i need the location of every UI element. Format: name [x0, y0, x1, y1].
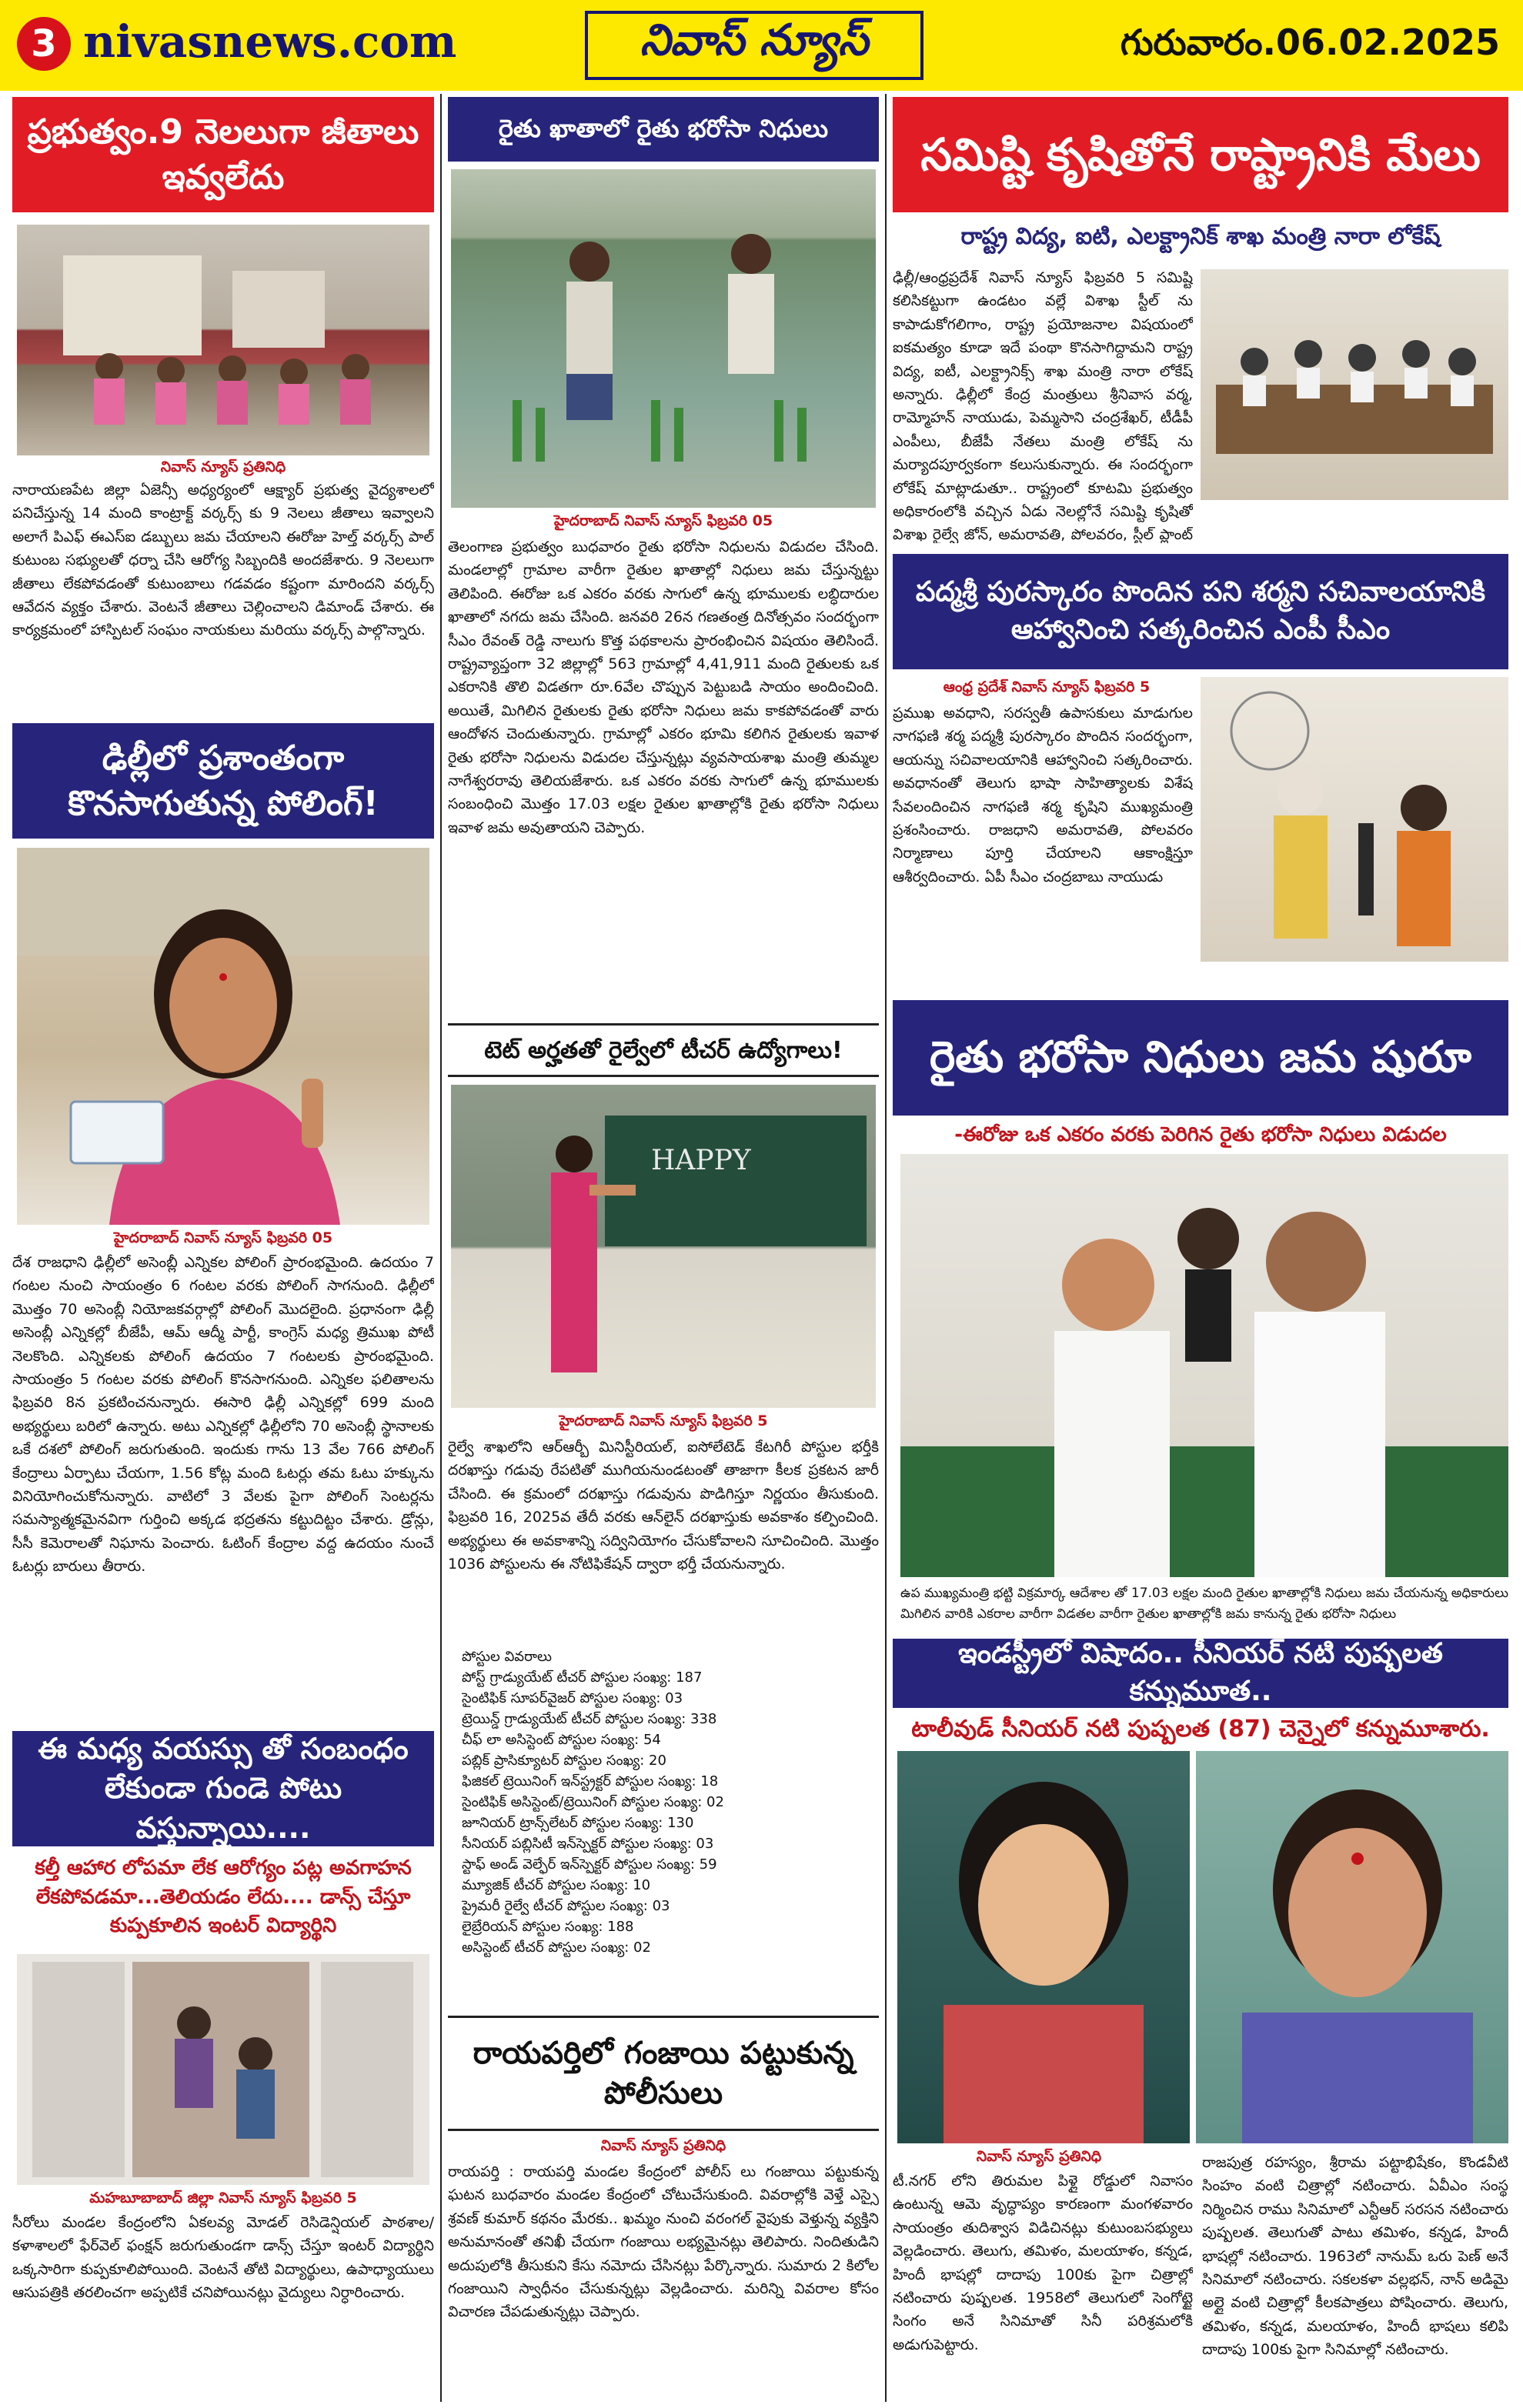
article-body: దేశ రాజధాని ఢిల్లీలో అసెంబ్లీ ఎన్నికల పోలింగ్ ప్రారంభమైంది. ఉదయం 7 గంటల నుంచి సాయంత్రం 6 గంటల వరకు పోలింగ్ సాగనుంది. ఢిల్లీలో మొత్తం 70 అసెంబ్లీ నియోజకవర్గాల్లో పోలింగ్ మొదలైంది. ప్రధానంగా ఢిల్లీ అసెంబ్లీ ఎన్నికల్లో బీజేపీ, ఆమ్ ఆద్మీ పార్టీ, కాంగ్రెస్ మధ్య త్రిముఖ పోటీ నెలకొంది. ఎన్నికలకు పోలింగ్ ఉదయం 7 గంటలకు ప్రారంభమైంది. సాయంత్రం 5 గంటల వరకు పోలింగ్ కొనసాగనుంది. ఎన్నికల ఫలితాలను ఫిబ్రవరి 8న ప్రకటించనున్నారు. ఈసారి ఢిల్లీ ఎన్నికల్లో 699 మంది అభ్యర్థులు బరిలో ఉన్నారు. అటు ఎన్నికల్లో ఢిల్లీలోని 70 అసెంబ్లీ స్థానాలకు ఒకే దశలో పోలింగ్ జరుగుతుంది. ఇందుకు గాను 13 వేల 766 పోలింగ్ కేంద్రాలు ఏర్పాటు చేయగా, 1.56 కోట్ల మంది ఓటర్లు తమ ఓటు హక్కును వినియోగించుకోనున్నారు. వాటిలో 3 వేలకు పైగా పోలింగ్ సెంటర్లను సమస్యాత్మకమైనవిగా గుర్తించి అక్కడ భద్రతను కట్టుదిట్టం చేశారు. డ్రోన్లు, సీసీ కెమెరాలతో నిఘాను పెంచారు. ఓటింగ్ కేంద్రాల వద్ద ఉదయం నుంచే ఓటర్లు బారులు తీరారు. — [12, 1254, 434, 1576]
list-item: మ్యూజిక్ టీచర్ పోస్టుల సంఖ్య: 10 — [462, 1877, 651, 1893]
collapse-scene-illustration — [17, 1954, 429, 2185]
actress-later-illustration — [1196, 1751, 1508, 2143]
photo-paddy-field — [451, 169, 876, 508]
svg-text:HAPPY: HAPPY — [651, 1145, 751, 1176]
headline-heart-attack: ఈ మధ్య వయస్సు తో సంబంధం లేకుండా గుండె పోటు వస్తున్నాయి.... — [12, 1731, 434, 1846]
leaders-illustration — [900, 1154, 1508, 1577]
issue-date: గురువారం.06.02.2025 — [1120, 22, 1500, 63]
photo-cm-felicitation — [1201, 677, 1508, 962]
teacher-illustration — [451, 1085, 876, 1408]
list-item: పోస్ట్ గ్రాడ్యుయేట్ టీచర్ పోస్టుల సంఖ్య: 187 — [462, 1669, 703, 1686]
photo-cm-deputy-cm — [900, 1154, 1508, 1577]
photo-actress-later — [1196, 1751, 1508, 2143]
subheadline: రాష్ట్ర విద్య, ఐటి, ఎలక్ట్రానిక్ శాఖ మంత్రి నారా లోకేష్ — [960, 223, 1441, 250]
byline: హైదరాబాద్ నివాస్ న్యూస్ ఫిబ్రవరి 05 — [553, 512, 773, 529]
photo-voter — [17, 848, 429, 1225]
subheadline: -ఈరోజు ఒక ఎకరం వరకు పెరిగిన రైతు భరోసా నిధులు విడుదల — [954, 1123, 1447, 1146]
photo-protest — [17, 225, 429, 455]
headline-railway-jobs: టెట్ అర్హతతో రైల్వేలో టీచర్ ఉద్యోగాలు! — [448, 1023, 879, 1077]
byline: హైదరాబాద్ నివాస్ న్యూస్ ఫిబ్రవరి 5 — [559, 1412, 768, 1429]
byline: నివాస్ న్యూస్ ప్రతినిధి — [160, 459, 286, 475]
column-divider — [885, 94, 887, 2402]
subheadline: కల్తీ ఆహార లోపమా లేక ఆరోగ్యం పట్ల అవగాహన లేకపోవడమా...తెలియడం లేదు.... డాన్స్ చేస్తూ కుప్పకూలిన ఇంటర్ విద్యార్థిని — [35, 1856, 412, 1938]
headline-rythu-accounts: రైతు ఖాతాలో రైతు భరోసా నిధులు — [448, 97, 879, 162]
subheadline: టాలీవుడ్ సీనియర్ నటి పుష్పలత (87) చెన్నైలో కన్నుమూశారు. — [911, 1716, 1490, 1743]
photo-teacher-board — [451, 1085, 876, 1408]
list-item: పబ్లిక్ ప్రాసిక్యూటర్ పోస్టుల సంఖ్య: 20 — [462, 1753, 666, 1769]
photo-actress-young — [897, 1751, 1190, 2143]
list-item: లైబ్రేరియన్ పోస్టుల సంఖ్య: 188 — [462, 1919, 634, 1935]
article-body: టీ.నగర్ లోని తిరుమల పిళ్లై రోడ్డులో నివాసం ఉంటున్న ఆమె వృద్ధాప్యం కారణంగా మంగళవారం సాయంత్రం తుదిశ్వాస విడిచినట్లు కుటుంబసభ్యులు వెల్లడించారు. తెలుగు, తమిళం, మలయాళం, కన్నడ, హిందీ భాషల్లో దాదాపు 100కు పైగా చిత్రాల్లో నటించారు పుష్పలత. 1958లో తెలుగులో సెంగోట్టై సింగం అనే సినిమాతో సినీ పరిశ్రమలోకి అడుగుపెట్టారు. — [893, 2173, 1193, 2353]
article-body: రైల్వే శాఖలోని ఆర్ఆర్బీ మినిస్టీరియల్, ఐసోలేటెడ్ కేటగిరీ పోస్టుల భర్తీకి దరఖాస్తు గడువు రేపటితో ముగియనుండటంతో తాజాగా కీలక ప్రకటన జారీ చేసింది. ఈ క్రమంలో దరఖాస్తు గడువును పొడిగిస్తూ నిర్ణయం తీసుకుంది. ఫిబ్రవరి 16, 2025వ తేదీ వరకు ఆన్‌లైన్ దరఖాస్తుకు అవకాశం కల్పించింది. అభ్యర్థులు ఈ అవకాశాన్ని సద్వినియోగం చేసుకోవాలని సూచించింది. మొత్తం 1036 పోస్టులను ఈ నోటిఫికేషన్ ద్వారా భర్తీ చేయనున్నారు. — [448, 1439, 879, 1573]
headline-pushpalatha: ఇండస్ట్రీలో విషాదం.. సీనియర్ నటి పుష్పలత కన్నుమూత.. — [893, 1639, 1508, 1708]
photo-student-collapse — [17, 1954, 429, 2185]
meeting-illustration — [1201, 269, 1508, 500]
voter-illustration — [17, 848, 429, 1225]
list-item: అసిస్టెంట్ టీచర్ పోస్టుల సంఖ్య: 02 — [462, 1939, 651, 1956]
list-item: ట్రెయిన్డ్ గ్రాడ్యుయేట్ టీచర్ పోస్టుల సంఖ్య: 338 — [462, 1711, 717, 1727]
list-item: ప్రైమరీ రైల్వే టీచర్ పోస్టుల సంఖ్య: 03 — [462, 1898, 670, 1914]
headline-rythu-bharosa: రైతు భరోసా నిధులు జమ షురూ — [893, 1000, 1508, 1116]
posts-list — [462, 1646, 877, 2000]
actress-young-illustration — [897, 1751, 1190, 2143]
column-divider — [440, 94, 442, 2402]
list-item: సైంటిఫిక్ అసిస్టెంట్/ట్రెయినింగ్ పోస్టుల సంఖ్య: 02 — [462, 1794, 724, 1810]
list-item: స్టాఫ్ అండ్ వెల్ఫేర్ ఇన్‌స్పెక్టర్ పోస్టుల సంఖ్య: 59 — [462, 1856, 717, 1873]
headline-padmashri: పద్మశ్రీ పురస్కారం పొందిన పని శర్మని సచివాలయానికి ఆహ్వానించి సత్కరించిన ఎంపీ సీఎం — [893, 554, 1508, 669]
list-item: ఫిజికల్ ట్రెయినింగ్ ఇన్‌స్ట్రక్టర్ పోస్టుల సంఖ్య: 18 — [462, 1773, 719, 1789]
byline: హైదరాబాద్ నివాస్ న్యూస్ ఫిబ్రవరి 05 — [113, 1229, 333, 1246]
list-item: జూనియర్ ట్రాన్స్‌లేటర్ పోస్టుల సంఖ్య: 130 — [462, 1815, 694, 1831]
list-item: సీనియర్ పబ్లిసిటీ ఇన్‌స్పెక్టర్ పోస్టుల సంఖ్య: 03 — [462, 1836, 714, 1852]
article-body: తెలంగాణ ప్రభుత్వం బుధవారం రైతు భరోసా నిధులను విడుదల చేసింది. మండలాల్లో గ్రామాల వారీగా రైతుల ఖాతాల్లో నిధులు జమ చేస్తున్నట్టు తెలిపింది. ఈరోజు ఒక ఎకరం వరకు సాగులో ఉన్న భూములకు లబ్ధిదారుల ఖాతాలో నగదు జమ చేసింది. జనవరి 26న గణతంత్ర దినోత్సవం సందర్భంగా సీఎం రేవంత్ రెడ్డి నాలుగు కొత్త పథకాలను ప్రారంభించిన విషయం తెలిసిందే. రాష్ట్రవ్యాప్తంగా 32 జిల్లాల్లో 563 గ్రామాల్లో 4,41,911 మంది రైతులకు ఒక ఎకరానికి తొలి విడతగా రూ.6వేల చొప్పున పెట్టుబడి సాయం అందించింది. అయితే, మిగిలిన రైతులకు రైతు భరోసా నిధులు జమ కాకపోవడంతో వారు ఆందోళన చెందుతున్నారు. గ్రామాల్లో ఎకరం భూమి కలిగిన రైతులకు ఇవాళ రైతు భరోసా నిధులను విడుదల చేస్తున్నట్లు వ్యవసాయశాఖ మంత్రి తుమ్మల నాగేశ్వరరావు తెలియజేశారు. ఒక ఎకరం వరకు సాగులో ఉన్న భూములకు సంబంధించి మొత్తం 17.03 లక్షల రైతుల ఖాతాల్లోకి రైతు భరోసా నిధులు ఇవాళ జమ అవుతాయని చెప్పారు. — [448, 539, 879, 836]
list-item: సైంటిఫిక్ సూపర్‌వైజర్ పోస్టుల సంఖ్య: 03 — [462, 1690, 683, 1706]
byline: నివాస్ న్యూస్ ప్రతినిధి — [976, 2148, 1102, 2165]
newspaper-logo: నివాస్ న్యూస్ — [585, 11, 923, 80]
list-item: చీఫ్ లా అసిస్టెంట్ పోస్టుల సంఖ్య: 54 — [462, 1732, 661, 1748]
article-body: నారాయణపేట జిల్లా ఏజెన్సీ అధ్యర్యంలో ఆక్ష్యార్ ప్రభుత్వ వైద్యశాలలో పనిచేస్తున్న 14 మంది కాంట్రాక్ట్ వర్కర్స్ కు 9 నెలలు జీతాలు ఇవ్వాలని అలాగే పిఎఫ్ ఈఎస్ఐ డబ్బులు జమ చేయాలని ఈరోజు హెల్త్ వర్కర్స్ పాల్ కుటుంబ సభ్యులతో ధర్నా చేసి ఆరోగ్య సిబ్బందికి అందజేశారు. 9 నెలలుగా జీతాలు లేకపోవడంతో కుటుంబాలు గడవడం కష్టంగా మారిందని వర్కర్స్ ఆవేదన వ్యక్తం చేశారు. వెంటనే జీతాలు చెల్లించాలని డిమాండ్ చేశారు. ఈ కార్యక్రమంలో హాస్పిటల్ సంఘం నాయకులు మరియు వర్కర్స్ పాల్గొన్నారు. — [12, 482, 434, 639]
posts-list-title: పోస్టుల వివరాలు — [462, 1649, 552, 1665]
page-number-badge: 3 — [17, 17, 71, 71]
headline-delhi-polling: ఢిల్లీలో ప్రశాంతంగా కొనసాగుతున్న పోలింగ్! — [12, 723, 434, 839]
headline-salaries: ప్రభుత్వం.9 నెలలుగా జీతాలు ఇవ్వలేదు — [12, 97, 434, 212]
photo-lokesh-meeting — [1201, 269, 1508, 500]
photo-caption: ఉప ముఖ్యమంత్రి భట్టి విక్రమార్క ఆదేశాల తో 17.03 లక్షల మంది రైతుల ఖాతాల్లోకి నిధులు జమ చేయనున్న అధికారులు మిగిలిన వారికి ఎకరాల వారీగా విడతల వారీగా రైతుల ఖాతాల్లోకి జమ కానున్న రైతు భరోసా నిధులు — [900, 1586, 1508, 1623]
headline-collective-effort: సమిష్టి కృషితోనే రాష్ట్రానికి మేలు — [893, 97, 1508, 212]
headline-ganja-seized: రాయపర్తిలో గంజాయి పట్టుకున్న పోలీసులు — [448, 2016, 879, 2131]
felicitation-illustration — [1201, 677, 1508, 962]
article-body: సీరోలు మండల కేంద్రంలోని ఏకలవ్య మోడల్ రెసిడెన్షియల్ పాఠశాల/కళాశాలలో ఫేర్‌వెల్ ఫంక్షన్ జరుగుతుండగా డాన్స్ చేస్తూ ఇంటర్ విద్యార్థిని ఒక్కసారిగా కుప్పకూలిపోయింది. వెంటనే తోటి విద్యార్థులు, ఉపాధ్యాయులు ఆసుపత్రికి తరలించగా అప్పటికే చనిపోయినట్లు వైద్యులు నిర్ధారించారు. — [12, 2214, 434, 2302]
article-body: రాయపర్తి : రాయపర్తి మండల కేంద్రంలో పోలీస్ లు గంజాయి పట్టుకున్న ఘటన బుధవారం మండల కేంద్రంలో చోటుచేసుకుంది. వివరాల్లోకి వెళ్తే ఎస్సై శ్రవణ్ కుమార్ కథనం మేరకు.. ఖమ్మం నుంచి వరంగల్ వైపుకు వెళ్తున్న వ్యక్తిని అనుమానంతో తనిఖీ చేయగా గంజాయి లభ్యమైనట్లు తెలిపారు. నిందితుడిని అదుపులోకి తీసుకుని కేసు నమోదు చేసినట్లు పేర్కొన్నారు. సుమారు 2 కిలోల గంజాయిని స్వాధీనం చేసుకున్నట్లు వెల్లడించారు. మరిన్ని వివరాల కోసం విచారణ చేపడుతున్నట్లు చెప్పారు. — [448, 2163, 879, 2321]
article-body: ఢిల్లీ/ఆంధ్రప్రదేశ్ నివాస్ న్యూస్ ఫిబ్రవరి 5 సమిష్టి కలిసికట్టుగా ఉండటం వల్లే విశాఖ స్టీల్ ను కాపాడుకోగలిగాం, రాష్ట్ర ప్రయోజనాల విషయంలో ఐకమత్యం కూడా ఇదే పంథా కొనసాగిద్దామని రాష్ట్ర విద్య, ఐటీ, ఎలక్ట్రానిక్స్ శాఖ మంత్రి నారా లోకేష్ అన్నారు. ఢిల్లీలో కేంద్ర మంత్రులు శ్రీనివాస వర్మ, రామ్మోహన్ నాయుడు, పెమ్మసాని చంద్రశేఖర్, టీడీపీ ఎంపీలు, బీజేపీ నేతలు మంత్రి లోకేష్ ను మర్యాదపూర్వకంగా కలుసుకున్నారు. ఈ సందర్భంగా లోకేష్ మాట్లాడుతూ.. రాష్ట్రంలో కూటమి ప్రభుత్వం అధికారంలోకి వచ్చిన ఏడు నెలల్లోనే సమిష్టి కృషితో విశాఖ రైల్వే జోన్, అమరావతి, పోలవరం, స్టీల్ ప్లాంట్ — [893, 269, 1193, 543]
protest-figures-illustration — [17, 225, 429, 455]
byline: మహబూబాబాద్ జిల్లా నివాస్ న్యూస్ ఫిబ్రవరి 5 — [89, 2190, 357, 2206]
article-body: రాజపుత్ర రహస్యం, శ్రీరామ పట్టాభిషేకం, కొండవీటి సింహం వంటి చిత్రాల్లో నటించారు. ఏవీఎం సంస్థ నిర్మించిన రాము సినిమాలో ఎన్టీఆర్ సరసన నటించారు పుష్పలత. తెలుగుతో పాటు తమిళం, కన్నడ, హిందీ భాషల్లో నటించారు. 1963లో నానుమ్ ఒరు పెణ్ అనే సినిమాలో నటించారు. సకలకళా వల్లభన్, నాన్ అడిమై అల్లై వంటి చిత్రాల్లో కీలకపాత్రలు పోషించారు. తెలుగు, తమిళం, కన్నడ, మలయాళం, హిందీ భాషలు కలిపి దాదాపు 100కు పైగా సినిమాల్లో నటించారు. — [1202, 2154, 1508, 2359]
farmers-illustration — [451, 169, 876, 508]
byline: ఆంధ్ర ప్రదేశ్ నివాస్ న్యూస్ ఫిబ్రవరి 5 — [943, 679, 1151, 695]
byline: నివాస్ న్యూస్ ప్రతినిధి — [600, 2137, 726, 2154]
article-body: ప్రముఖ అవధాని, సరస్వతీ ఉపాసకులు మాడుగుల నాగఫణి శర్మ పద్మశ్రీ పురస్కారం పొందిన సందర్భంగా, ఆయన్ను సచివాలయానికి ఆహ్వానించి సత్కరించారు. అవధానంతో తెలుగు భాషా సాహిత్యాలకు విశేష సేవలందించిన నాగఫణి శర్మ కృషిని ముఖ్యమంత్రి ప్రశంసించారు. రాజధాని అమరావతి, పోలవరం నిర్మాణాలు పూర్తి చేయాలని ఆకాంక్షిస్తూ ఆశీర్వదించారు. ఏపీ సీఎం చంద్రబాబు నాయుడు — [893, 705, 1193, 885]
site-name[interactable]: nivasnews.com — [83, 15, 457, 68]
